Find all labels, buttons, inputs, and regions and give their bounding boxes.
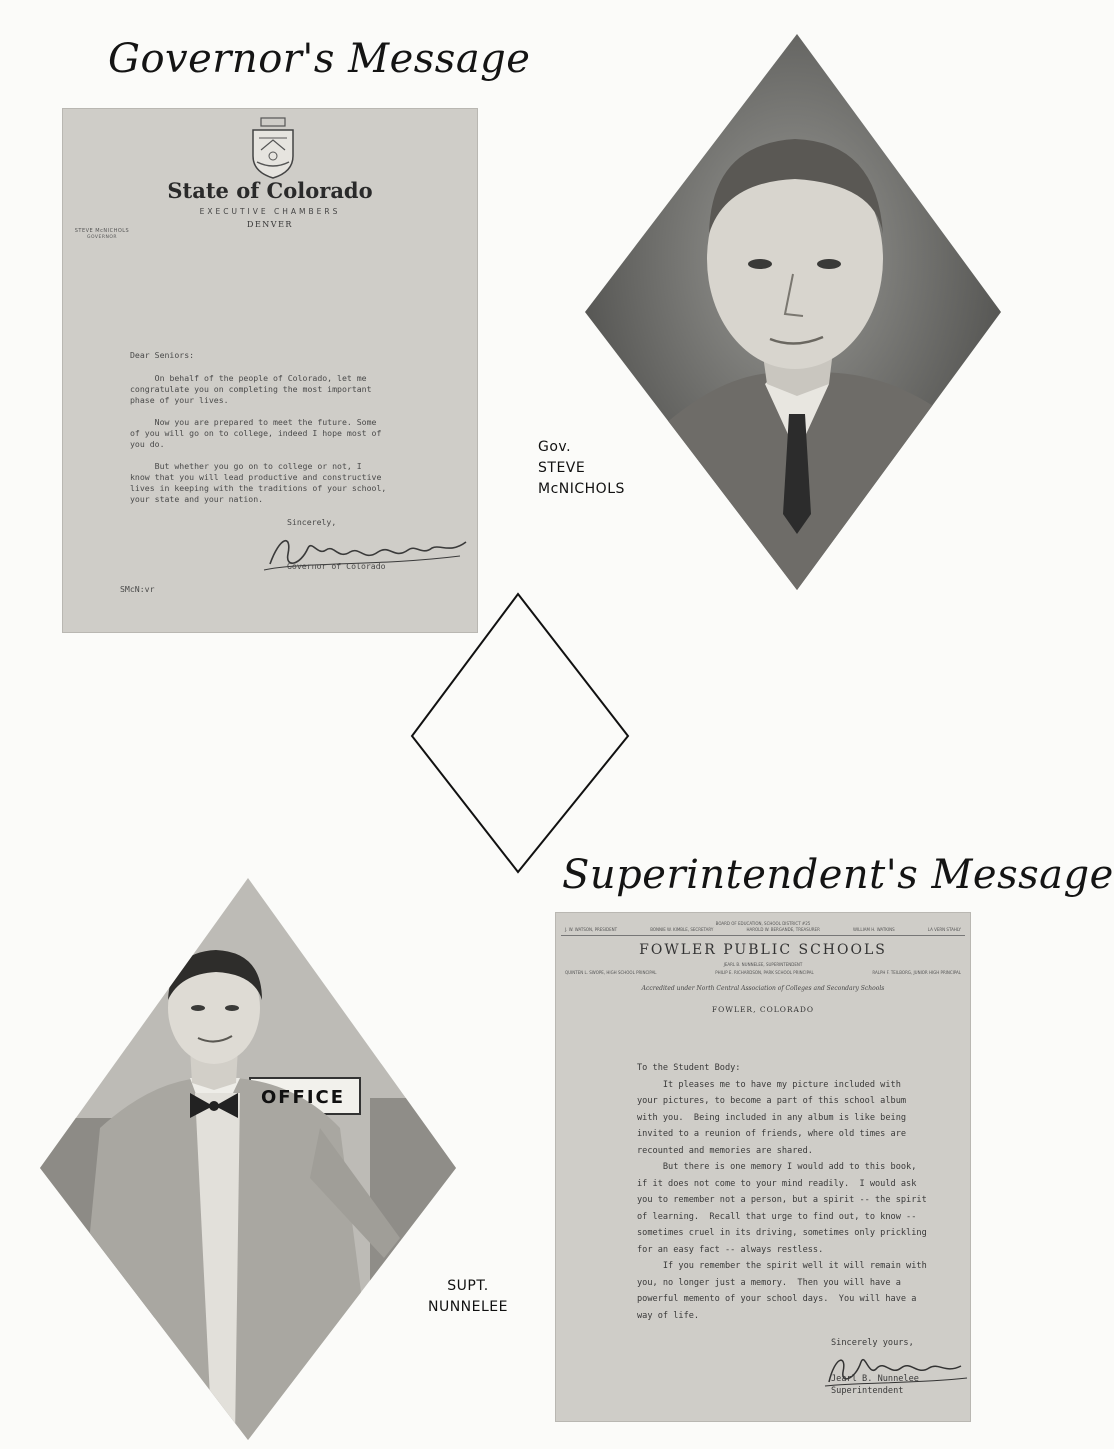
superintendent-letter xyxy=(555,912,971,1422)
letter-paragraph: Now you are prepared to meet the future. Some of you will go on to college, indeed I hope most of you do. xyxy=(130,417,382,449)
governor-caption-line: STEVE xyxy=(538,460,586,476)
letterhead-accreditation: Accredited under North Central Association of Colleges and Secondary Schools xyxy=(641,985,885,992)
superintendent-caption xyxy=(418,1276,518,1318)
letter-paragraph: If you remember the spirit well it will remain with you, no longer just a memory. Then you will have a powerful memento of your school days. You will have a way of life. xyxy=(637,1261,927,1321)
letter-closing: Sincerely yours, xyxy=(831,1338,914,1348)
principal-entry: PHILIP E. RICHARDSON, PARK SCHOOL PRINCIPAL xyxy=(715,970,814,975)
letterhead-state-name: State of Colorado xyxy=(167,178,373,203)
letter-salutation: To the Student Body: xyxy=(637,1063,741,1073)
letterhead-superintendent-line: JEARL B. NUNNELEE, SUPERINTENDENT xyxy=(723,962,803,967)
letterhead-board-header: BOARD OF EDUCATION, SCHOOL DISTRICT #25 xyxy=(715,921,811,926)
letter-closing: Sincerely, xyxy=(287,517,337,527)
superintendent-caption-line: NUNNELEE xyxy=(427,1299,508,1315)
letterhead-office: EXECUTIVE CHAMBERS xyxy=(199,207,341,216)
board-member: BONNIE W. KIMBLE, SECRETARY xyxy=(650,927,714,932)
governor-letter xyxy=(62,108,478,633)
letter-paragraph: But whether you go on to college or not, I know that you will lead productive and constructive lives in keeping with the traditions of your school, your state and your nation. xyxy=(130,461,387,504)
board-member: WILLIAM H. WATKINS xyxy=(852,927,895,932)
office-door-sign: OFFICE xyxy=(260,1087,346,1108)
letterhead-city: FOWLER, COLORADO xyxy=(711,1005,815,1014)
governor-caption xyxy=(538,437,625,500)
superintendent-caption-line: SUPT. xyxy=(447,1278,489,1294)
governor-photo xyxy=(585,34,1001,590)
letterhead-city: DENVER xyxy=(247,220,293,229)
board-member: HAROLD W. BERGANDE, TREASURER xyxy=(746,927,820,932)
letter-paragraph: On behalf of the people of Colorado, let me congratulate you on completing the most important phase of your lives. xyxy=(130,373,372,405)
board-member: J. W. WATSON, PRESIDENT xyxy=(565,927,618,932)
letter-paragraph: But there is one memory I would add to this book, if it does not come to your mind readily. I would ask you to remember not a person, but a spirit -- the spirit of learning. Recall that urge to find out, to know -- sometimes cruel in its driving, sometimes only prickling for an easy fact -- always restless. xyxy=(637,1162,927,1255)
letter-initials: SMcN:vr xyxy=(120,584,155,594)
superintendent-heading: Superintendent's Message xyxy=(562,852,1114,898)
letter-paragraph: It pleases me to have my picture included with your pictures, to become a part of this school album with you. Being included in any album is like being invited to a reunion of friends, where old times are recounted and memories are shared. xyxy=(637,1079,907,1156)
letterhead-sender-title: GOVERNOR xyxy=(86,235,118,240)
principal-entry: RALPH F. TEILBORG, JUNIOR HIGH PRINCIPAL xyxy=(872,970,961,975)
principal-entry: QUINTEN L. SWOPE, HIGH SCHOOL PRINCIPAL xyxy=(565,970,657,975)
letter-signer-title: Superintendent xyxy=(831,1386,904,1396)
superintendent-photo xyxy=(40,878,456,1440)
decorative-diamond-outline xyxy=(410,592,630,874)
governor-caption-line: McNICHOLS xyxy=(538,481,625,497)
board-member: LA VERN STAHLY xyxy=(927,927,961,932)
letterhead-board-members xyxy=(565,927,961,932)
letterhead-principals xyxy=(565,970,961,975)
governor-heading: Governor's Message xyxy=(108,36,531,82)
colorado-seal-icon xyxy=(243,116,303,182)
governor-caption-line: Gov. xyxy=(538,439,572,455)
letter-signer-name: Jearl B. Nunnelee xyxy=(831,1374,919,1384)
letter-signer-title: Governor of Colorado xyxy=(287,561,386,571)
letterhead-rule xyxy=(561,935,965,936)
governor-letter-body xyxy=(130,350,386,505)
letterhead-sender-name: STEVE McNICHOLS xyxy=(74,228,130,234)
letter-salutation: Dear Seniors: xyxy=(130,350,195,360)
letterhead-school-name: FOWLER PUBLIC SCHOOLS xyxy=(639,942,887,958)
superintendent-letter-body xyxy=(637,1060,927,1324)
